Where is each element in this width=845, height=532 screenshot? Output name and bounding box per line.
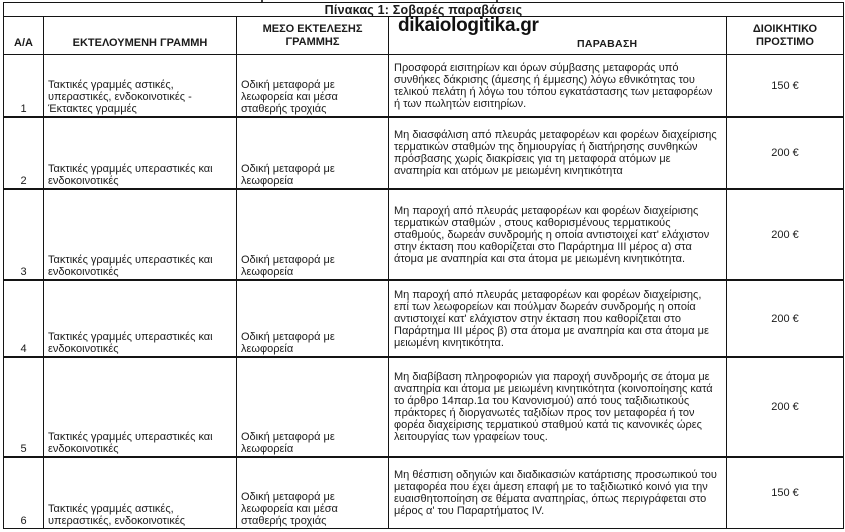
table-row [4, 118, 843, 190]
table-header-row [4, 17, 843, 55]
header-cell-num [4, 17, 44, 54]
row-num: 4 [20, 343, 27, 355]
row-fine-cell [727, 458, 843, 528]
row-means: Οδική μεταφορά με λεωφορεία [241, 331, 335, 355]
header-fine-label: ΔΙΟΙΚΗΤΙΚΟ ΠΡΟΣΤΙΜΟ [752, 22, 818, 48]
header-means-label: ΜΕΣΟ ΕΚΤΕΛΕΣΗΣ ΓΡΑΜΜΗΣ [262, 22, 363, 48]
row-num-cell [4, 458, 44, 528]
row-line-cell [44, 358, 237, 456]
violations-table [3, 2, 844, 529]
row-means-cell [237, 281, 389, 356]
row-fine-cell [727, 118, 843, 188]
row-fine: 150 € [771, 487, 799, 499]
row-fine: 150 € [771, 79, 799, 92]
row-num-cell [4, 55, 44, 116]
row-means: Οδική μεταφορά με λεωφορεία και μέσα σταθερής τροχιάς [241, 79, 338, 115]
header-cell-means [237, 17, 389, 54]
row-violation-cell [389, 358, 727, 456]
table-title-text: Πίνακας 1: Σοβαρές παραβάσεις [324, 2, 523, 17]
row-line: Τακτικές γραμμές υπεραστικές και ενδοκοινοτικές [48, 331, 213, 355]
row-line: Τακτικές γραμμές υπεραστικές και ενδοκοινοτικές [48, 431, 213, 455]
row-num: 5 [20, 443, 27, 455]
table-title [4, 3, 843, 17]
row-num: 1 [20, 103, 27, 115]
row-num-cell [4, 281, 44, 356]
row-violation: Μη θέσπιση οδηγιών και διαδικασιών κατάρτισης προσωπικού του μεταφορέα που έχει άμεση επαφή με το ταξιδιωτικό κοινό για την ευαισθητοποίηση σε θέματα αναπηρίας, όπως περιγράφεται στο μέρος α' του Παραρτήματος IV. [394, 469, 717, 517]
row-violation: Προσφορά εισιτηρίων και όρων σύμβασης μεταφοράς υπό συνθήκες δάκρισης (άμεσης ή έμμεσης) λόγω εθνικότητας του τελικού πελάτη ή λόγω του τόπου εγκατάστασης των μεταφορέων ή των πωλητών εισιτηρίων. [394, 61, 713, 110]
row-violation-cell [389, 118, 727, 188]
row-violation-cell [389, 458, 727, 528]
row-means-cell [237, 458, 389, 528]
row-num-cell [4, 190, 44, 279]
row-fine: 200 € [771, 312, 799, 325]
row-means: Οδική μεταφορά με λεωφορεία [241, 431, 335, 455]
row-num: 2 [20, 175, 27, 187]
watermark-text: dikaiologitika.gr [398, 17, 539, 36]
row-line-cell [44, 458, 237, 528]
row-num-cell [4, 118, 44, 188]
row-fine-cell [727, 281, 843, 356]
row-violation: Μη διαβίβαση πληροφοριών για παροχή συνδρομής σε άτομα με αναπηρία και άτομα με μειωμένη κινητικότητα (κοινοποίησης κατά το άρθρο 14παρ.1α του Κανονισμού) από τους ταξιδιωτικούς πράκτορες ή διοργανωτές ταξιδίων προς τον μεταφορέα ή τον φορέα διαχείρισης τερματικού σταθμού κατά τις κανονικές ώρες λειτουργίας των γραφείων τους. [394, 371, 713, 443]
table-row [4, 190, 843, 281]
row-num: 6 [20, 515, 27, 527]
row-num-cell [4, 358, 44, 456]
header-cell-violation [389, 17, 727, 54]
row-violation-cell [389, 281, 727, 356]
row-means-cell [237, 55, 389, 116]
row-means-cell [237, 358, 389, 456]
row-violation-cell [389, 55, 727, 116]
header-cell-line [44, 17, 237, 54]
row-num: 3 [20, 266, 27, 278]
table-row [4, 281, 843, 358]
header-violation-label: ΠΑΡΑΒΑΣΗ [577, 38, 638, 50]
header-num-label: Α/Α [14, 37, 33, 49]
row-violation-cell [389, 190, 727, 279]
table-row [4, 358, 843, 458]
table-row [4, 458, 843, 528]
row-fine: 200 € [771, 147, 799, 159]
row-means: Οδική μεταφορά με λεωφορεία [241, 254, 335, 278]
row-violation: Μη διασφάλιση από πλευράς μεταφορέων και φορέων διαχείρισης τερματικών σταθμών της δημιουργίας ή διατήρησης συνθηκών πρόσβασης χωρίς διακρίσεις για τη μεταφορά ατόμων με αναπηρία και ατόμων με μειωμένη κινητικότητα [394, 129, 717, 177]
row-fine: 200 € [771, 228, 799, 241]
row-violation: Μη παροχή από πλευράς μεταφορέων και φορέων διαχείρισης τερματικών σταθμών , στους καθορισμένους τερματικούς σταθμούς, δωρεάν συνδρομής η οποία αντιστοιχεί κατ' ελάχιστον στην έκταση που καθορίζεται στο Παράρτημα ΙΙΙ μέρος α) στα άτομα με αναπηρία και στα άτομα με μειωμένη κινητικότητα. [394, 204, 710, 265]
header-line-label: ΕΚΤΕΛΟΥΜΕΝΗ ΓΡΑΜΜΗ [72, 37, 208, 49]
row-fine-cell [727, 55, 843, 116]
row-line: Τακτικές γραμμές αστικές, υπεραστικές, ενδοκοινοτικές - Έκτακτες γραμμές [48, 79, 192, 115]
row-means: Οδική μεταφορά με λεωφορεία [241, 163, 335, 187]
header-cell-fine [727, 17, 843, 54]
row-fine-cell [727, 358, 843, 456]
row-means-cell [237, 118, 389, 188]
row-fine: 200 € [771, 401, 799, 413]
row-line: Τακτικές γραμμές υπεραστικές και ενδοκοινοτικές [48, 163, 213, 187]
row-means-cell [237, 190, 389, 279]
row-line-cell [44, 118, 237, 188]
table-row [4, 55, 843, 118]
row-violation: Μη παροχή από πλευράς μεταφορέων και φορέων διαχείρισης, επί των λεωφορείων και πούλμαν δωρεάν συνδρομής η οποία αντιστοιχεί κατ' ελάχιστον στην έκταση που καθορίζεται στο Παράρτημα ΙΙΙ μέρος β) στα άτομα με αναπηρία και στα άτομα με μειωμένη κινητικότητα. [394, 288, 709, 349]
row-line-cell [44, 281, 237, 356]
row-fine-cell [727, 190, 843, 279]
row-means: Οδική μεταφορά με λεωφορεία και μέσα σταθερής τροχιάς [241, 491, 338, 527]
row-line-cell [44, 55, 237, 116]
row-line: Τακτικές γραμμές αστικές, υπεραστικές, ενδοκοινοτικές [48, 503, 186, 527]
row-line-cell [44, 190, 237, 279]
row-line: Τακτικές γραμμές υπεραστικές και ενδοκοινοτικές [48, 254, 213, 278]
